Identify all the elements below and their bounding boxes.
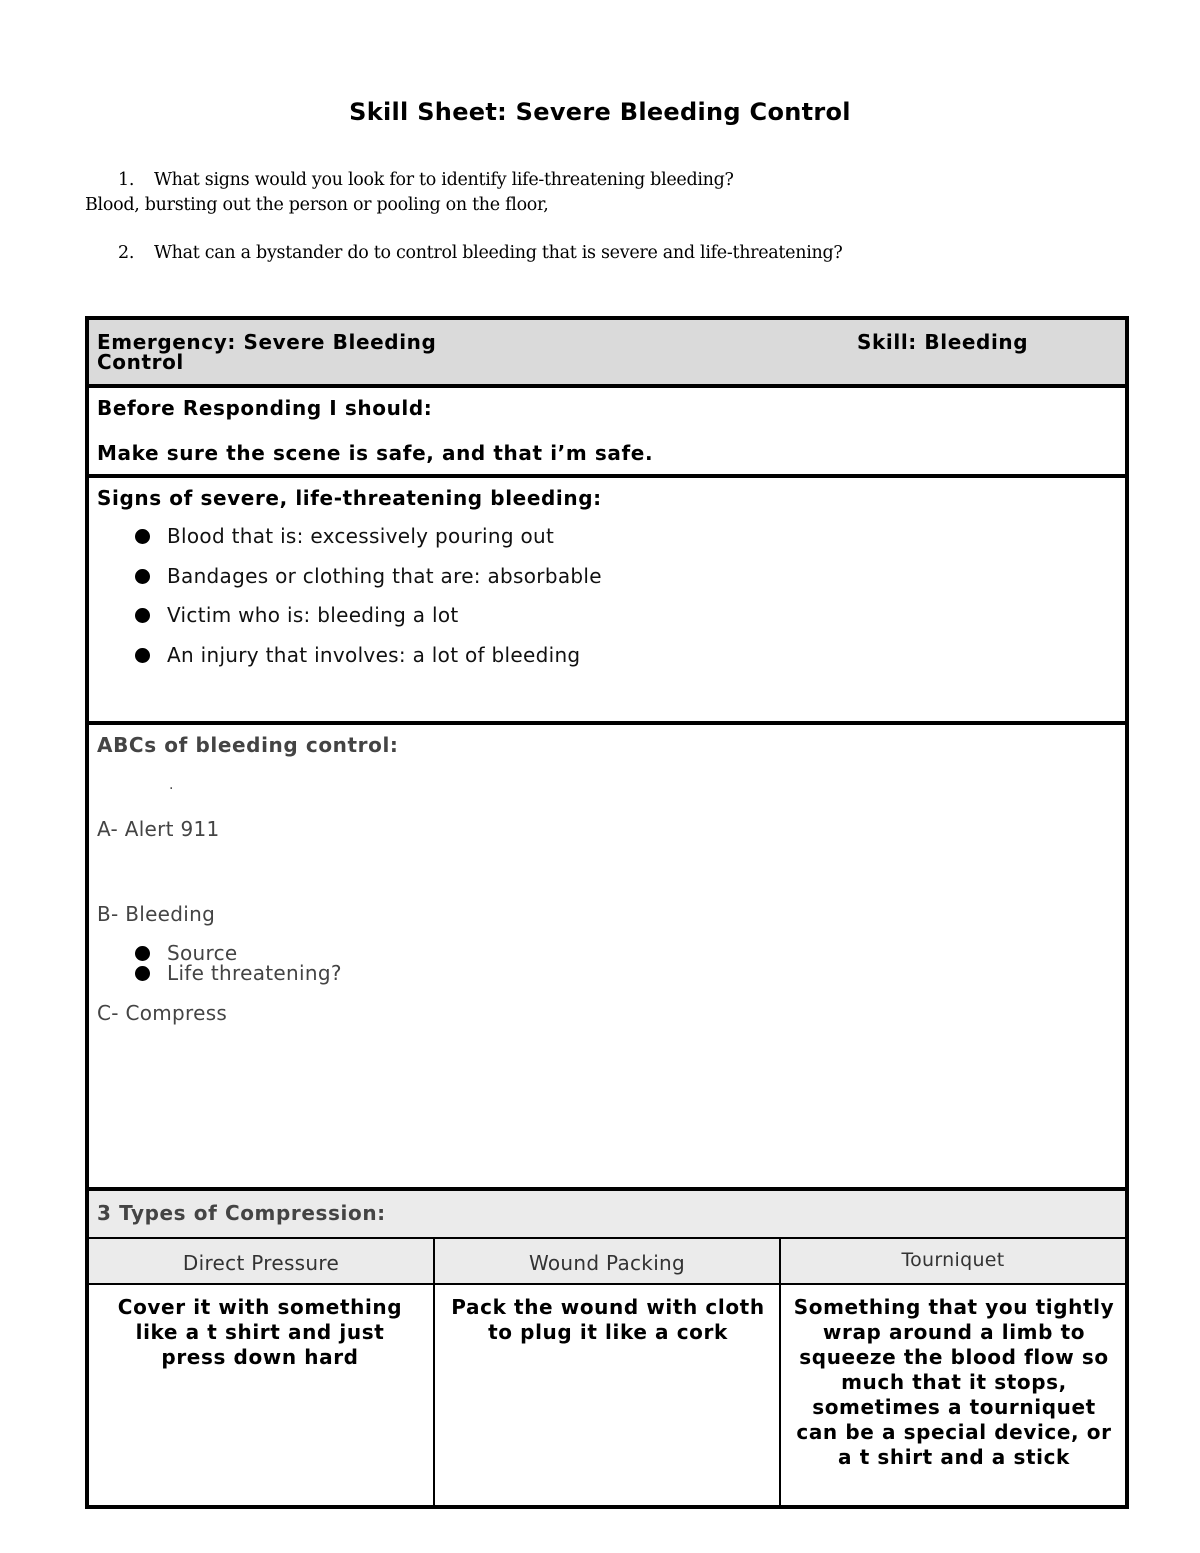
abcs-label: ABCs of bleeding control: (97, 733, 399, 757)
tourniquet-text: Something that you tightly wrap around a limb to squeeze the blood flow so much that it stops, sometimes a tourniquet can be a special device, or a t shirt and a stick (793, 1295, 1115, 1469)
compression-section-header (89, 1191, 1125, 1237)
compression-column-bodies (89, 1285, 1125, 1509)
compression-label: 3 Types of Compression: (97, 1201, 386, 1225)
signs-label: Signs of severe, life-threatening bleeding: (97, 486, 602, 510)
abcs-section (89, 725, 1125, 1187)
before-responding-answer: Make sure the scene is safe, and that i’m safe. (97, 441, 654, 465)
stray-dot: . (169, 777, 174, 793)
list-item: Life threatening? (131, 963, 342, 983)
column-divider (433, 1237, 435, 1509)
list-item: Source (131, 943, 342, 963)
skill-sheet-table (85, 316, 1129, 1509)
list-item: An injury that involves: a lot of bleeding (131, 643, 602, 683)
skill-label: Skill: Bleeding (857, 330, 1029, 354)
emergency-label: Emergency: Severe Bleeding Control (97, 330, 437, 374)
before-responding-label: Before Responding I should: (97, 396, 433, 420)
direct-pressure-text: Cover it with something like a t shirt and just press down hard (117, 1295, 403, 1369)
column-header-tourniquet: Tourniquet (901, 1249, 1005, 1271)
abc-bleeding: B- Bleeding (97, 902, 216, 926)
list-item: Blood that is: excessively pouring out (131, 524, 602, 564)
question-1 (118, 170, 734, 190)
list-item: Bandages or clothing that are: absorbable (131, 564, 602, 604)
abc-compress: C- Compress (97, 1001, 228, 1025)
answer-1-text: Blood, bursting out the person or pooling on the floor, (85, 195, 549, 215)
wound-packing-text: Pack the wound with cloth to plug it like a cork (451, 1295, 765, 1344)
before-responding-section (89, 388, 1125, 474)
question-1-number: 1. (118, 170, 135, 190)
question-2-number: 2. (118, 243, 135, 263)
question-1-text: What signs would you look for to identify life-threatening bleeding? (154, 170, 734, 190)
page-title: Skill Sheet: Severe Bleeding Control (349, 98, 851, 126)
question-2 (118, 243, 842, 263)
column-header-wound-packing: Wound Packing (528, 1251, 686, 1275)
list-item: Victim who is: bleeding a lot (131, 603, 602, 643)
bleeding-sub-list (131, 943, 342, 983)
column-header-direct-pressure: Direct Pressure (182, 1251, 340, 1275)
signs-list (131, 524, 602, 682)
header-row (89, 320, 1125, 384)
abc-alert: A- Alert 911 (97, 817, 220, 841)
question-2-text: What can a bystander do to control bleeding that is severe and life-threatening? (154, 243, 843, 263)
column-divider (779, 1237, 781, 1509)
compression-column-headers (89, 1239, 1125, 1285)
signs-section (89, 478, 1125, 721)
